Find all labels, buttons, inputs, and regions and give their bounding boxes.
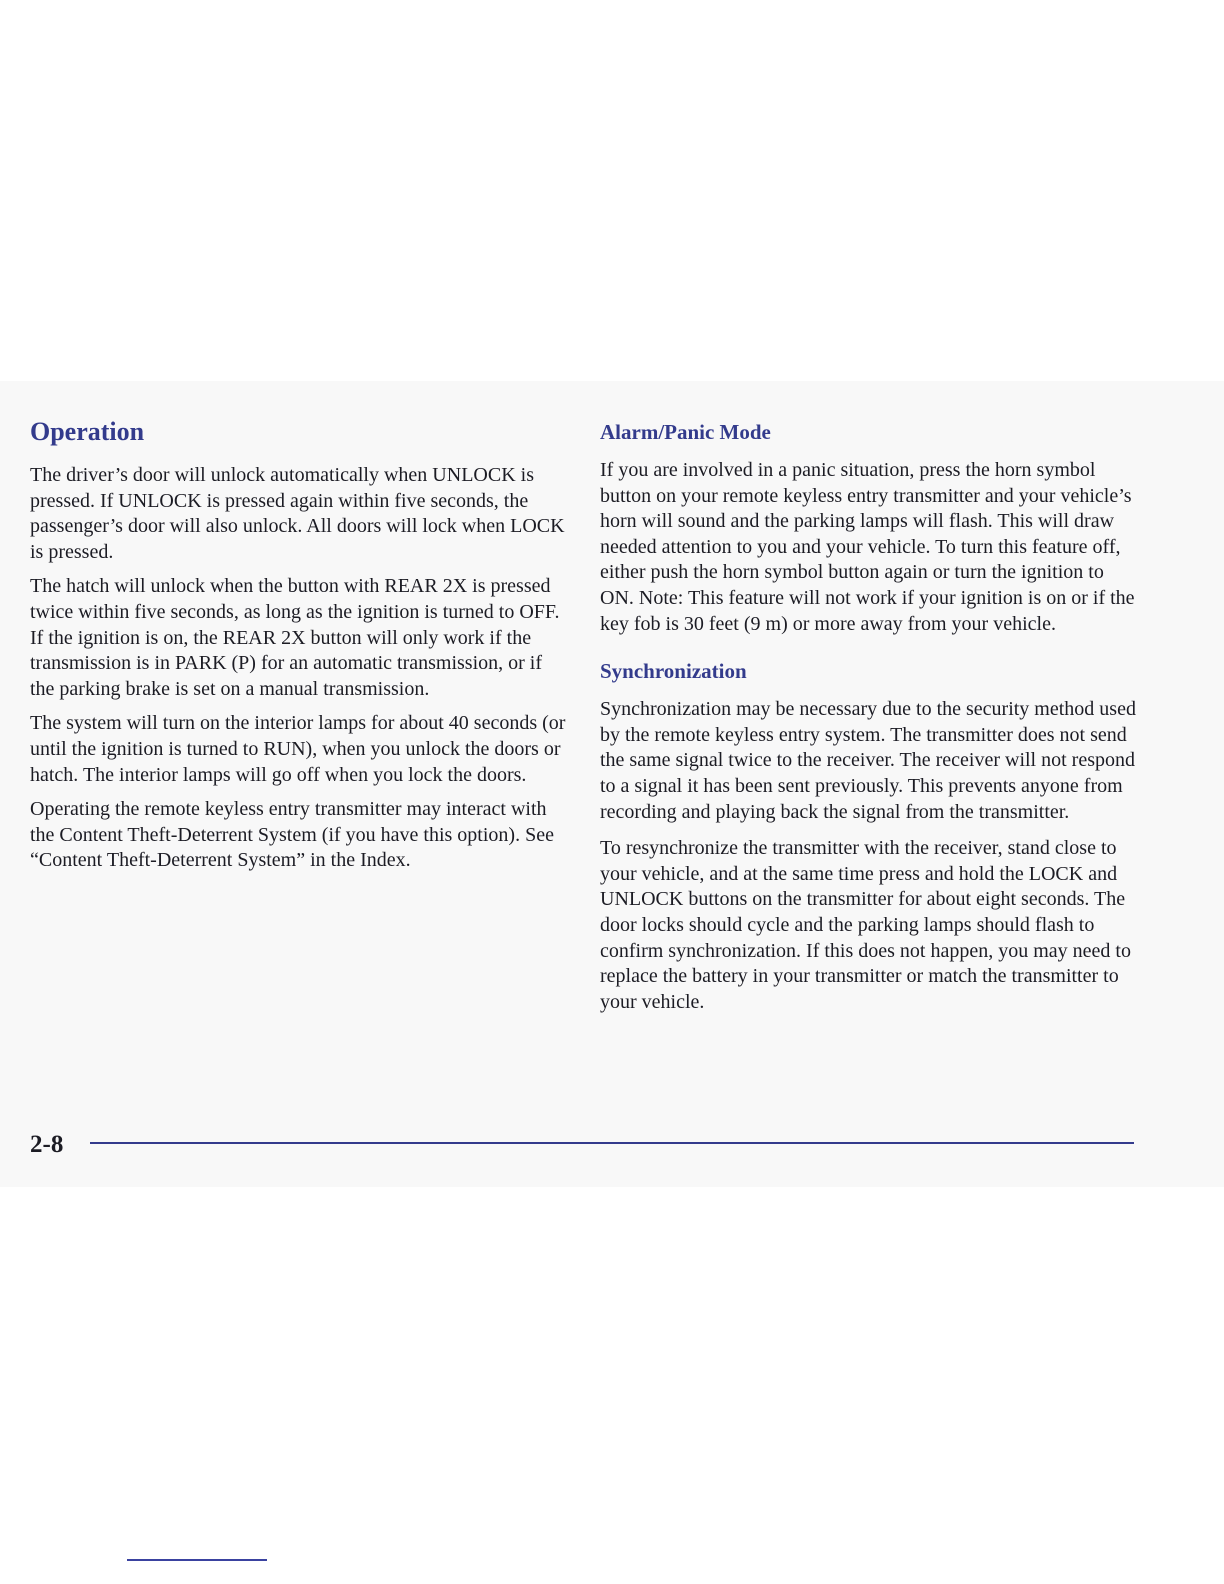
operation-paragraph: The hatch will unlock when the button with REAR 2X is pressed twice within five seconds, as long as the ignition is turned to OFF. If the ignition is on, the REAR 2X button will only work if the transmission is in PARK (P) for an automatic transmission, or if the parking brake is set on a manual transmission. (30, 575, 560, 700)
operation-paragraph: Operating the remote keyless entry transmitter may interact with the Content Theft-Deterrent System (if you have this option). See “Content Theft-Deterrent System” in the Index. (30, 798, 554, 872)
footer-rule (90, 1142, 1134, 1144)
page-footer (30, 1128, 1134, 1162)
page-number: 2-8 (30, 1131, 64, 1158)
section-gap (600, 646, 1140, 657)
left-column (30, 415, 570, 883)
bottom-edge-mark (127, 1559, 267, 1561)
operation-paragraph: The driver’s door will unlock automatically when UNLOCK is pressed. If UNLOCK is pressed again within five seconds, the passenger’s door will also unlock. All doors will lock when LOCK is pressed. (30, 464, 565, 563)
operation-paragraph: The system will turn on the interior lamps for about 40 seconds (or until the ignition is turned to RUN), when you unlock the doors or hatch. The interior lamps will go off when you lock the doors. (30, 712, 566, 786)
synchronization-paragraph: To resynchronize the transmitter with the receiver, stand close to your vehicle, and at the same time press and hold the LOCK and UNLOCK buttons on the transmitter for about eight seconds. The door locks should cycle and the parking lamps should flash to confirm synchronization. If this does not happen, you may need to replace the battery in your transmitter or match the transmitter to your vehicle. (600, 837, 1131, 1013)
synchronization-paragraph: Synchronization may be necessary due to the security method used by the remote keyless entry system. The transmitter does not send the same signal twice to the receiver. The receiver will not respond to a signal it has been sent previously. This prevents anyone from recording and playing back the signal from the transmitter. (600, 698, 1136, 823)
alarm-panic-paragraph: If you are involved in a panic situation, press the horn symbol button on your remote keyless entry transmitter and your vehicle’s horn will sound and the parking lamps will flash. This will draw needed attention to you and your vehicle. To turn this feature off, either push the horn symbol button again or turn the ignition to ON. Note: This feature will not work if your ignition is on or if the key fob is 30 feet (9 m) or more away from your vehicle. (600, 459, 1135, 635)
alarm-panic-heading: Alarm/Panic Mode (600, 420, 771, 444)
right-column (600, 418, 1140, 1024)
synchronization-heading: Synchronization (600, 659, 747, 684)
operation-heading: Operation (30, 417, 145, 446)
